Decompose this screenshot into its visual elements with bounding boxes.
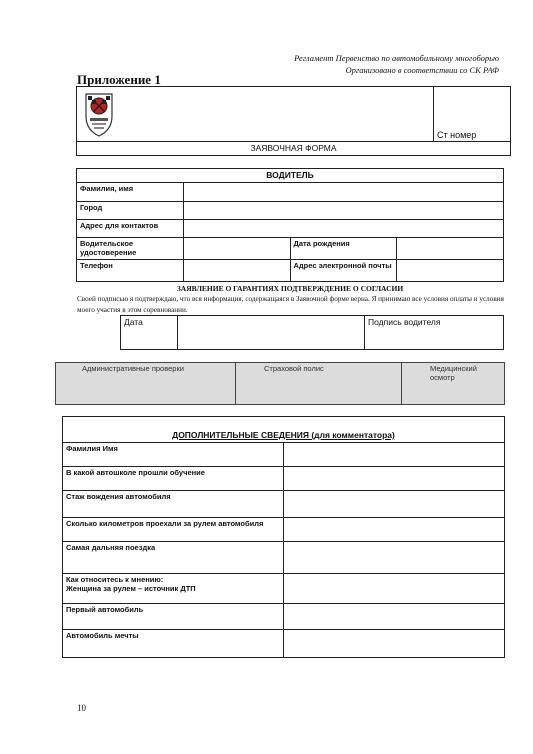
extra-row-field[interactable] <box>284 542 505 574</box>
driver-section-title: ВОДИТЕЛЬ <box>77 169 504 183</box>
driver-signature-label: Подпись водителя <box>365 316 504 350</box>
header-line-1: Регламент Первенство по автомобильному многоборью <box>294 53 499 63</box>
address-label: Адрес для контактов <box>77 220 184 238</box>
extra-info-table <box>62 416 505 658</box>
form-title: ЗАЯВОЧНАЯ ФОРМА <box>77 142 511 156</box>
top-box <box>76 86 511 156</box>
license-field[interactable] <box>183 238 290 260</box>
birth-date-label: Дата рождения <box>290 238 397 260</box>
page-number: 10 <box>77 703 86 713</box>
medical-label: Медицинский осмотр <box>430 364 477 382</box>
extra-row-field[interactable] <box>284 467 505 491</box>
date-label: Дата <box>121 316 178 350</box>
date-field[interactable] <box>178 316 365 350</box>
regulation-header <box>294 52 499 76</box>
extra-row-field[interactable] <box>284 491 505 518</box>
city-label: Город <box>77 202 184 220</box>
racing-club-emblem-icon <box>80 90 430 140</box>
signature-table <box>120 315 504 350</box>
extra-row-label: Как относитесь к мнению: Женщина за рулем – источник ДТП <box>63 574 284 604</box>
extra-row-label: Стаж вождения автомобиля <box>63 491 284 518</box>
email-label: Адрес электронной почты <box>290 260 397 282</box>
header-line-2: Организовано в соответствии со СК РАФ <box>345 65 499 75</box>
start-number-cell[interactable] <box>434 87 511 142</box>
driver-table <box>76 168 504 282</box>
phone-label: Телефон <box>77 260 184 282</box>
admin-checks-cell[interactable] <box>56 363 236 405</box>
address-field[interactable] <box>183 220 503 238</box>
extra-row-field[interactable] <box>284 574 505 604</box>
extra-row-field[interactable] <box>284 604 505 630</box>
statement-title: ЗАЯВЛЕНИЕ О ГАРАНТИЯХ ПОДТВЕРЖДЕНИЕ О СОГЛАСИИ <box>176 284 404 293</box>
extra-row-field[interactable] <box>284 630 505 658</box>
extra-row-label: Самая дальняя поездка <box>63 542 284 574</box>
extra-row-field[interactable] <box>284 518 505 542</box>
statement-text: Своей подписью я подтверждаю, что вся информация, содержащаяся в Заявочной форме верна. Я принимаю все условия оплаты и условия моего участия в этом соревновании. <box>77 295 504 314</box>
extra-row-label: Автомобиль мечты <box>63 630 284 658</box>
appendix-title: Приложение 1 <box>77 72 161 87</box>
city-field[interactable] <box>183 202 503 220</box>
extra-row-label: В какой автошколе прошли обучение <box>63 467 284 491</box>
extra-row-field[interactable] <box>284 443 505 467</box>
name-field[interactable] <box>183 183 503 202</box>
extra-row-label: Сколько километров проехали за рулем автомобиля <box>63 518 284 542</box>
logo-cell <box>77 87 434 142</box>
license-label: Водительское удостоверение <box>77 238 184 260</box>
phone-field[interactable] <box>183 260 290 282</box>
extra-row-label: Первый автомобиль <box>63 604 284 630</box>
insurance-label: Страховой полис <box>264 364 324 373</box>
birth-date-field[interactable] <box>397 238 504 260</box>
email-field[interactable] <box>397 260 504 282</box>
extra-row-label: Фамилия Имя <box>63 443 284 467</box>
checks-table <box>55 362 505 405</box>
start-number-label: Ст номер <box>437 130 477 140</box>
name-label: Фамилия, имя <box>77 183 184 202</box>
admin-checks-label: Административные проверки <box>82 364 184 373</box>
medical-cell[interactable] <box>402 363 505 405</box>
extra-info-title: ДОПОЛНИТЕЛЬНЫЕ СВЕДЕНИЯ (для комментатора) <box>63 417 505 443</box>
insurance-cell[interactable] <box>236 363 402 405</box>
